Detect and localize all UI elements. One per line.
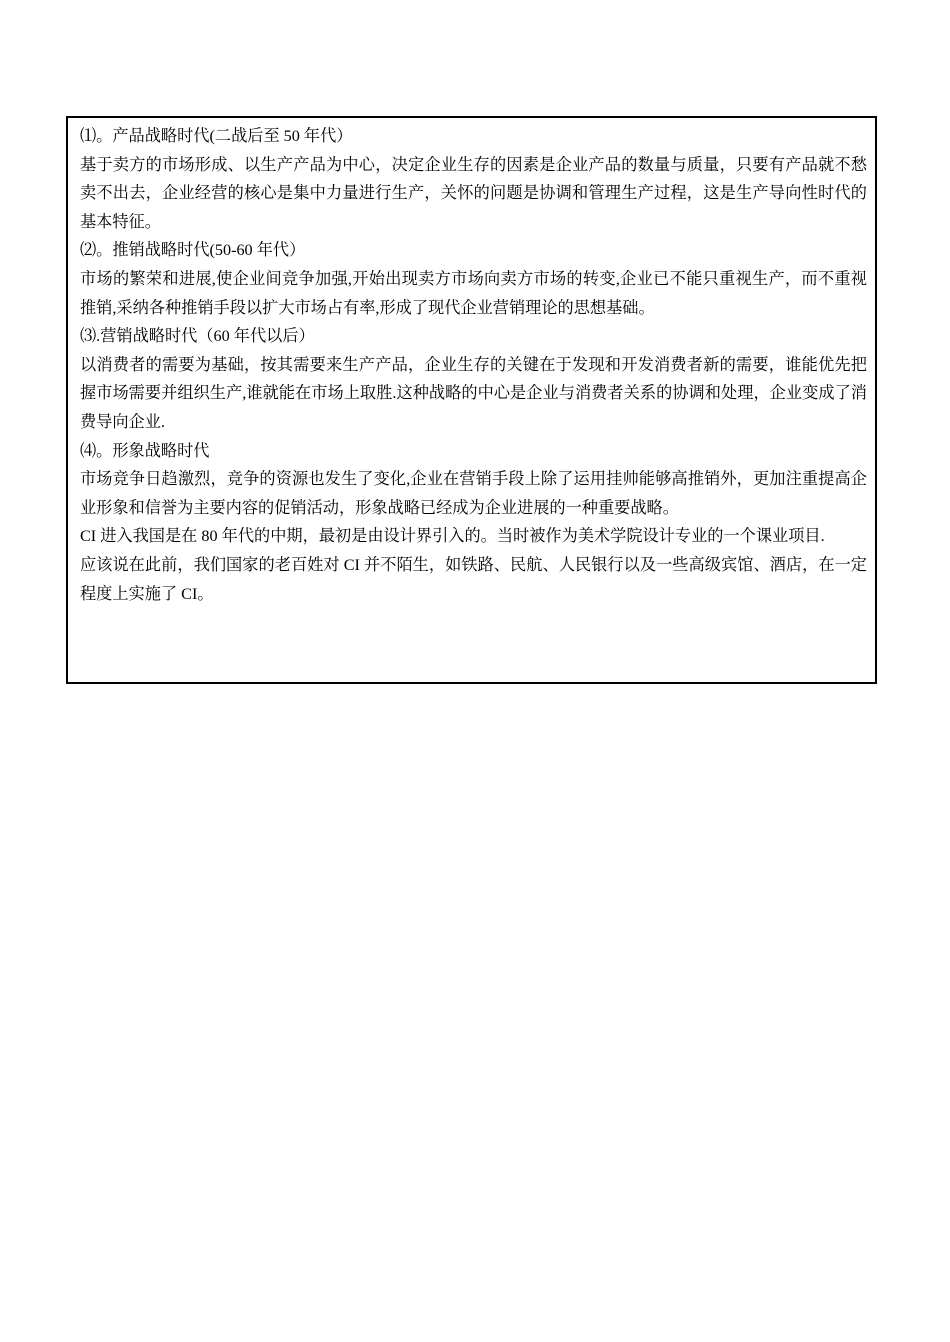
- closing-paragraph-ci-intro: CI 进入我国是在 80 年代的中期，最初是由设计界引入的。当时被作为美术学院设计专业的一个课业项目.: [80, 527, 825, 546]
- bordered-text-box: [66, 116, 877, 684]
- closing-paragraph-ci-familiar: 应该说在此前，我们国家的老百姓对 CI 并不陌生，如铁路、民航、人民银行以及一些高级宾馆、酒店，在一定程度上实施了 CI。: [80, 555, 867, 603]
- section-body-product-strategy: 基于卖方的市场形成、以生产产品为中心，决定企业生存的因素是企业产品的数量与质量，只要有产品就不愁卖不出去，企业经营的核心是集中力量进行生产，关怀的问题是协调和管理生产过程，这是生产导向性时代的基本特征。: [80, 155, 867, 231]
- section-heading-product-strategy: ⑴。产品战略时代(二战后至 50 年代）: [80, 127, 353, 145]
- section-heading-marketing-strategy: ⑶.营销战略时代（60 年代以后）: [80, 327, 315, 346]
- section-body-marketing-strategy: 以消费者的需要为基础，按其需要来生产产品，企业生存的关键在于发现和开发消费者新的需要，谁能优先把握市场需要并组织生产,谁就能在市场上取胜.这种战略的中心是企业与消费者关系的协调和处理，企业变成了消费导向企业.: [80, 355, 867, 431]
- section-heading-sales-strategy: ⑵。推销战略时代(50-60 年代）: [80, 241, 306, 260]
- section-body-image-strategy: 市场竞争日趋激烈，竞争的资源也发生了变化,企业在营销手段上除了运用挂帅能够高推销外，更加注重提高企业形象和信誉为主要内容的促销活动，形象战略已经成为企业进展的一种重要战略。: [80, 470, 867, 517]
- section-body-sales-strategy: 市场的繁荣和进展,使企业间竞争加强,开始出现卖方市场向卖方市场的转变,企业已不能只重视生产，而不重视推销,采纳各种推销手段以扩大市场占有率,形成了现代企业营销理论的思想基础。: [80, 269, 867, 317]
- section-heading-image-strategy: ⑷。形象战略时代: [80, 441, 210, 460]
